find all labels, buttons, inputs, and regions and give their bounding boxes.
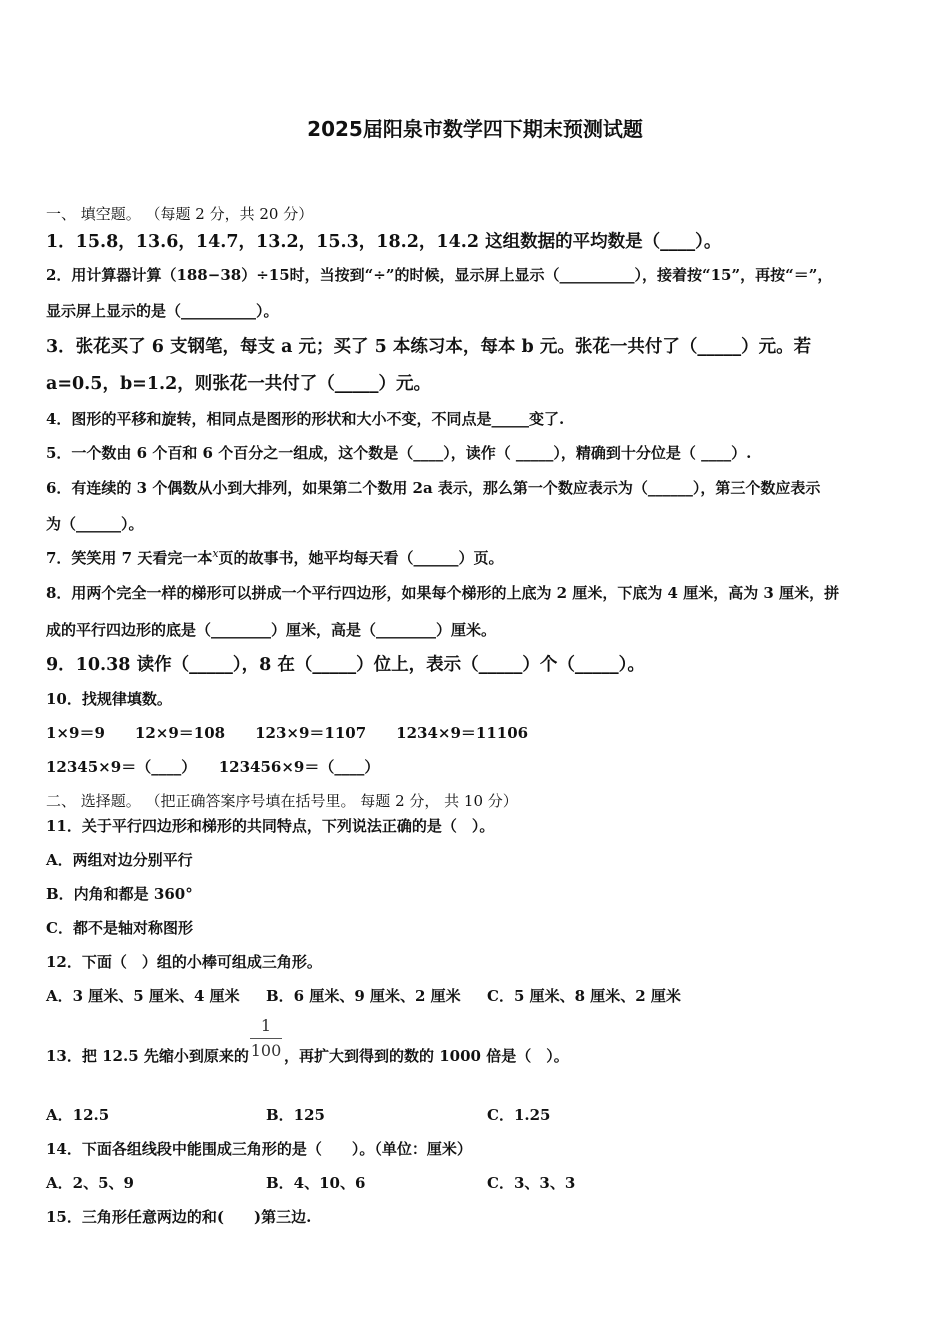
question-14-option-b: B．4、10、6: [266, 1174, 366, 1192]
question-12-option-a: A．3 厘米、5 厘米、4 厘米: [46, 987, 240, 1005]
question-13-option-b: B．125: [266, 1106, 325, 1124]
question-12-option-b: B．6 厘米、9 厘米、2 厘米: [266, 987, 461, 1005]
question-7-pre: 7．笑笑用 7 天看完一本: [46, 549, 213, 567]
question-2-line-1: 2．用计算器计算（188−38）÷15时，当按到“÷”的时候，显示屏上显示（__________），接着按“15”，再按“＝”，: [46, 266, 833, 284]
question-14: 14．下面各组线段中能围成三角形的是（ ）。（单位：厘米）: [46, 1140, 472, 1158]
question-11-option-c: C．都不是轴对称图形: [46, 919, 193, 937]
section-fill-heading: 一、 填空题。 （每题 2 分，共 20 分）: [46, 205, 314, 223]
question-1: 1．15.8，13.6，14.7，13.2，15.3，18.2，14.2 这组数据的平均数是（____）。: [46, 232, 722, 252]
question-2-line-2: 显示屏上显示的是（__________）。: [46, 302, 279, 320]
question-10-row-2: 12345×9＝（____） 123456×9＝（____）: [46, 758, 380, 776]
question-13-option-a: A．12.5: [46, 1106, 110, 1124]
fraction-denominator: 100: [250, 1041, 282, 1060]
question-13-pre: 13．把 12.5 先缩小到原来的: [46, 1047, 249, 1065]
section-choice-heading: 二、 选择题。 （把正确答案序号填在括号里。 每题 2 分， 共 10 分）: [46, 792, 518, 810]
question-11: 11．关于平行四边形和梯形的共同特点，下列说法正确的是（ ）。: [46, 817, 495, 835]
question-8-line-1: 8．用两个完全一样的梯形可以拼成一个平行四边形，如果每个梯形的上底为 2 厘米，下底为 4 厘米，高为 3 厘米，拼: [46, 584, 840, 602]
question-3-line-1: 3．张花买了 6 支钢笔，每支 a 元；买了 5 本练习本，每本 b 元。张花一共付了（_____）元。若: [46, 337, 812, 357]
question-13-post: ，再扩大到得到的数的 1000 倍是（ ）。: [284, 1047, 569, 1065]
question-11-option-b: B．内角和都是 360°: [46, 885, 193, 903]
question-14-option-a: A．2、5、9: [46, 1174, 134, 1192]
page-title: 2025届阳泉市数学四下期末预测试题: [307, 117, 643, 141]
question-6-line-1: 6．有连续的 3 个偶数从小到大排列，如果第二个数用 2a 表示，那么第一个数应表示为（______），第三个数应表示: [46, 479, 821, 497]
fraction-numerator: 1: [260, 1016, 272, 1035]
question-10-row-1: 1×9＝9 12×9＝108 123×9＝1107 1234×9＝11106: [46, 724, 529, 742]
fraction-one-hundredth: [250, 1016, 282, 1061]
fraction-bar: [250, 1038, 282, 1039]
question-12: 12．下面（ ）组的小棒可组成三角形。: [46, 953, 322, 971]
question-10: 10．找规律填数。: [46, 690, 172, 708]
question-12-option-c: C．5 厘米、8 厘米、2 厘米: [487, 987, 681, 1005]
question-7-post: 页的故事书，她平均每天看（______）页。: [218, 549, 504, 567]
question-9: 9．10.38 读作（_____），8 在（_____）位上，表示（_____）个（_____）。: [46, 655, 645, 675]
question-7: [46, 547, 504, 568]
variable-x: x: [212, 547, 219, 560]
question-11-option-a: A．两组对边分别平行: [46, 851, 193, 869]
question-4: 4．图形的平移和旋转，相同点是图形的形状和大小不变，不同点是_____变了.: [46, 410, 565, 428]
question-14-option-c: C．3、3、3: [487, 1174, 576, 1192]
question-3-line-2: a=0.5，b=1.2，则张花一共付了（_____）元。: [46, 374, 432, 394]
question-13-option-c: C．1.25: [487, 1106, 551, 1124]
question-8-line-2: 成的平行四边形的底是（________）厘米，高是（________）厘米。: [46, 621, 497, 639]
question-6-line-2: 为（______）。: [46, 515, 144, 533]
question-5: 5．一个数由 6 个百和 6 个百分之一组成，这个数是（____），读作（ _____），精确到十分位是（ ____）.: [46, 444, 752, 462]
question-15: 15．三角形任意两边的和( )第三边.: [46, 1208, 312, 1226]
